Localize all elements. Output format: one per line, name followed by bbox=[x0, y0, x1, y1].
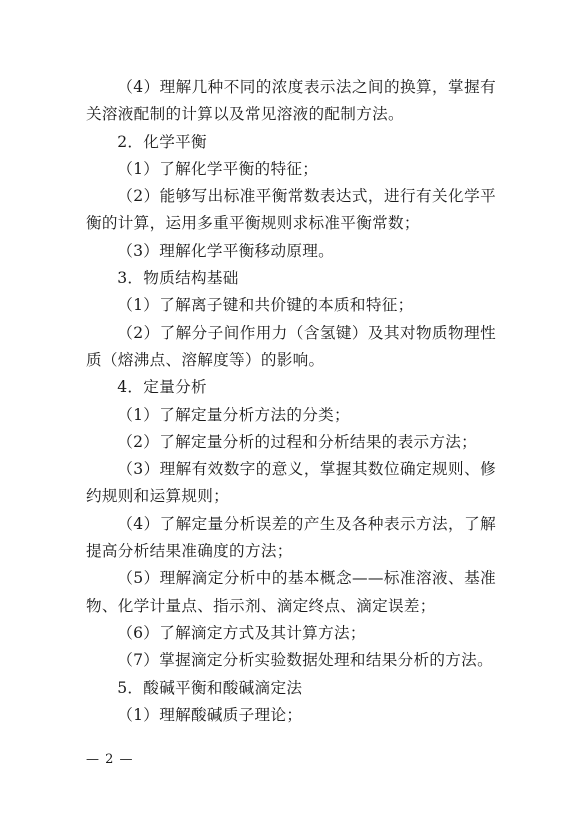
paragraph: （5）理解滴定分析中的基本概念——标准溶液、基准物、化学计量点、指示剂、滴定终点、滴定误差； bbox=[86, 569, 496, 615]
paragraph: （3）理解有效数字的意义，掌握其数位确定规则、修约规则和运算规则； bbox=[86, 460, 496, 506]
paragraph: （1）了解化学平衡的特征； bbox=[117, 159, 319, 178]
paragraph: （1）了解离子键和共价键的本质和特征； bbox=[117, 296, 414, 315]
paragraph: （6）了解滴定方式及其计算方法； bbox=[117, 623, 366, 642]
paragraph: （1）理解酸碱质子理论； bbox=[117, 705, 303, 724]
paragraph: （2）了解定量分析的过程和分析结果的表示方法； bbox=[117, 432, 478, 451]
paragraph: （7）掌握滴定分析实验数据处理和结果分析的方法。 bbox=[117, 651, 493, 670]
paragraph: （4）了解定量分析误差的产生及各种表示方法，了解提高分析结果准确度的方法； bbox=[86, 514, 496, 561]
paragraph: （2）了解分子间作用力（含氢键）及其对物质物理性质（熔沸点、溶解度等）的影响。 bbox=[86, 323, 496, 369]
paragraph: （4）理解几种不同的浓度表示法之间的换算，掌握有关溶液配制的计算以及常见溶液的配制方法。 bbox=[86, 78, 496, 124]
section-heading: 2．化学平衡 bbox=[117, 132, 207, 151]
paragraph: （2）能够写出标准平衡常数表达式，进行有关化学平衡的计算，运用多重平衡规则求标准平衡常数； bbox=[86, 187, 496, 233]
section-heading: 3．物质结构基础 bbox=[117, 269, 239, 288]
document-body bbox=[86, 74, 496, 729]
paragraph: （1）了解定量分析方法的分类； bbox=[117, 405, 350, 424]
page-number: — 2 — bbox=[86, 752, 134, 767]
paragraph: （3）理解化学平衡移动原理。 bbox=[117, 241, 335, 260]
section-heading: 5．酸碱平衡和酸碱滴定法 bbox=[117, 678, 303, 697]
section-heading: 4．定量分析 bbox=[117, 378, 207, 397]
